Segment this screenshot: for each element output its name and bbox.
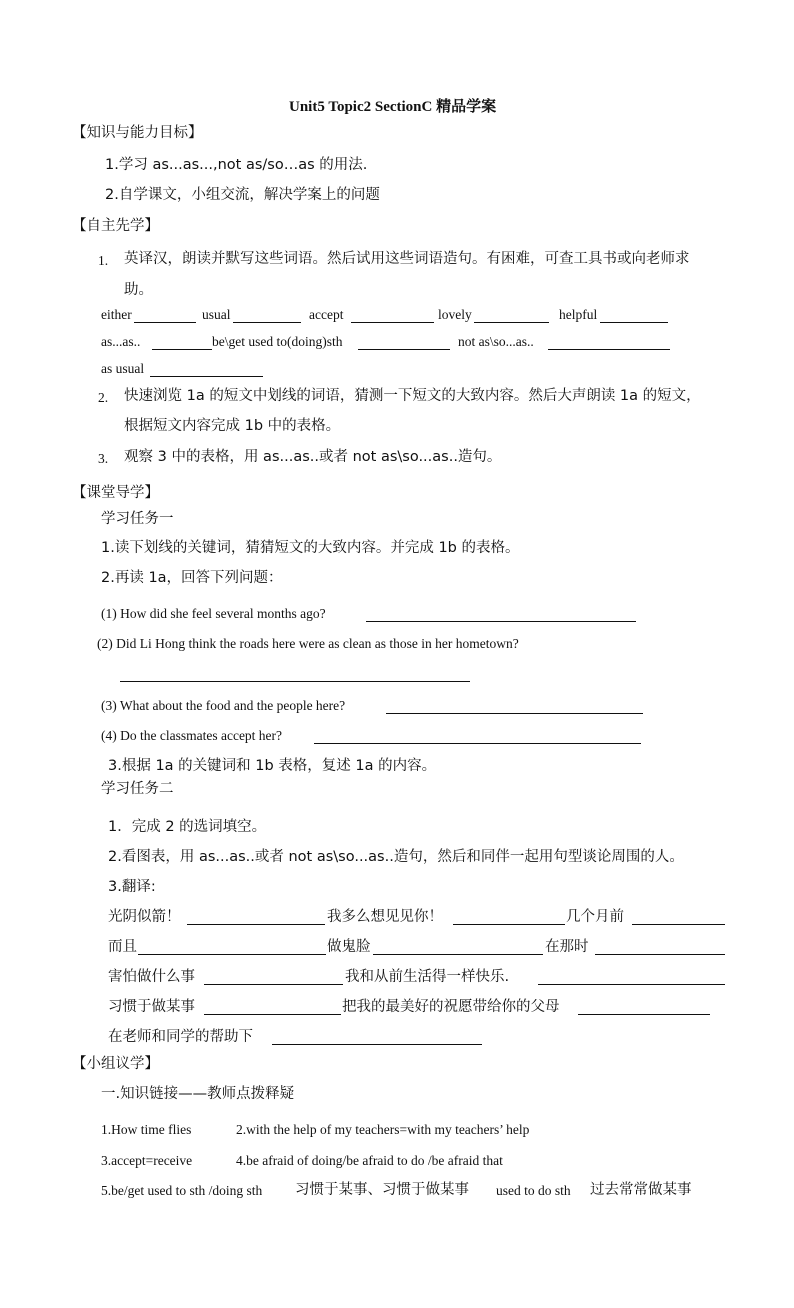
self-study-item-3: 观察 3 中的表格，用 as...as..或者 not as\so...as..造句。	[124, 449, 502, 465]
translate-blank-5[interactable]	[373, 954, 543, 955]
task-1-step-3: 3.根据 1a 的关键词和 1b 表格，复述 1a 的内容。	[108, 758, 437, 774]
knowledge-point-5-meaning: 习惯于某事、习惯于做某事	[295, 1182, 469, 1198]
translate-prompt-2: 我多么想见见你！	[327, 909, 443, 925]
translate-blank-10[interactable]	[578, 1014, 710, 1015]
question-4: (4) Do the classmates accept her?	[101, 728, 283, 743]
translate-blank-4[interactable]	[138, 954, 326, 955]
blank-lovely[interactable]	[474, 322, 549, 323]
blank-either[interactable]	[134, 322, 196, 323]
answer-blank-1[interactable]	[366, 621, 636, 622]
objective-1: 1.学习 as...as...,not as/so…as 的用法.	[105, 157, 368, 173]
vocab-be-get-used-to: be\get used to(doing)sth	[212, 334, 343, 349]
blank-not-as-so-as[interactable]	[548, 349, 670, 350]
item-number-3: 3.	[98, 451, 109, 466]
section-heading-self-study: 【自主先学】	[72, 218, 159, 234]
vocab-helpful: helpful	[559, 307, 598, 322]
task-1-heading: 学习任务一	[101, 511, 174, 527]
knowledge-point-5-used-to-meaning: 过去常常做某事	[590, 1182, 692, 1198]
blank-usual[interactable]	[233, 322, 301, 323]
translate-prompt-11: 在老师和同学的帮助下	[108, 1029, 253, 1045]
self-study-item-1: 英译汉，朗读并默写这些词语。然后试用这些词语造句。有困难，可查工具书或向老师求	[124, 251, 690, 267]
self-study-item-1-cont: 助。	[124, 282, 153, 298]
vocab-either: either	[101, 307, 132, 322]
translate-blank-11[interactable]	[272, 1044, 482, 1045]
translate-prompt-3: 几个月前	[566, 909, 624, 925]
section-heading-group-study: 【小组议学】	[72, 1056, 159, 1072]
translate-blank-6[interactable]	[595, 954, 725, 955]
knowledge-point-5-used-to: used to do sth	[496, 1183, 571, 1198]
task-2-step-1: 1．完成 2 的选词填空。	[108, 819, 267, 835]
translate-blank-3[interactable]	[632, 924, 725, 925]
objective-2: 2.自学课文，小组交流，解决学案上的问题	[105, 187, 380, 203]
vocab-not-as-so-as: not as\so...as..	[458, 334, 534, 349]
translate-blank-2[interactable]	[453, 924, 565, 925]
translate-blank-7[interactable]	[204, 984, 343, 985]
vocab-lovely: lovely	[438, 307, 472, 322]
vocab-as-as: as...as..	[101, 334, 141, 349]
vocab-as-usual: as usual	[101, 361, 145, 376]
question-3: (3) What about the food and the people here?	[101, 698, 346, 713]
page-title: Unit5 Topic2 SectionC 精品学案	[289, 99, 497, 115]
blank-as-as[interactable]	[152, 349, 212, 350]
translate-prompt-6: 在那时	[545, 939, 589, 955]
task-2-step-3: 3.翻译:	[108, 879, 156, 895]
knowledge-point-4: 4.be afraid of doing/be afraid to do /be afraid that	[236, 1153, 503, 1168]
answer-blank-3[interactable]	[386, 713, 643, 714]
task-2-heading: 学习任务二	[101, 781, 174, 797]
knowledge-link-heading: 一.知识链接——教师点拨释疑	[101, 1086, 295, 1102]
translate-blank-8[interactable]	[538, 984, 725, 985]
translate-prompt-8: 我和从前生活得一样快乐.	[345, 969, 510, 985]
translate-blank-9[interactable]	[204, 1014, 341, 1015]
question-2: (2) Did Li Hong think the roads here were as clean as those in her hometown?	[97, 636, 519, 651]
blank-accept[interactable]	[351, 322, 434, 323]
task-2-step-2: 2.看图表，用 as...as..或者 not as\so...as..造句，然后和同伴一起用句型谈论周围的人。	[108, 849, 684, 865]
answer-blank-2[interactable]	[120, 681, 470, 682]
blank-be-get-used-to[interactable]	[358, 349, 450, 350]
knowledge-point-5: 5.be/get used to sth /doing sth	[101, 1183, 263, 1198]
task-1-step-2: 2.再读 1a，回答下列问题：	[101, 570, 283, 586]
vocab-accept: accept	[309, 307, 344, 322]
translate-prompt-1: 光阴似箭！	[108, 909, 181, 925]
section-heading-class-guide: 【课堂导学】	[72, 485, 159, 501]
task-1-step-1: 1.读下划线的关键词，猜猜短文的大致内容。并完成 1b 的表格。	[101, 540, 520, 556]
section-heading-objectives: 【知识与能力目标】	[72, 125, 203, 141]
vocab-usual: usual	[202, 307, 231, 322]
translate-prompt-5: 做鬼脸	[327, 939, 371, 955]
knowledge-point-3: 3.accept=receive	[101, 1153, 193, 1168]
question-1: (1) How did she feel several months ago?	[101, 606, 326, 621]
translate-prompt-9: 习惯于做某事	[108, 999, 195, 1015]
translate-prompt-4: 而且	[108, 939, 137, 955]
blank-as-usual[interactable]	[150, 376, 263, 377]
self-study-item-2: 快速浏览 1a 的短文中划线的词语，猜测一下短文的大致内容。然后大声朗读 1a 的短文，	[124, 388, 701, 404]
knowledge-point-1: 1.How time flies	[101, 1122, 192, 1137]
translate-prompt-10: 把我的最美好的祝愿带给你的父母	[342, 999, 560, 1015]
translate-prompt-7: 害怕做什么事	[108, 969, 195, 985]
item-number-2: 2.	[98, 390, 109, 405]
knowledge-point-2: 2.with the help of my teachers=with my teachers’ help	[236, 1122, 530, 1137]
translate-blank-1[interactable]	[187, 924, 325, 925]
blank-helpful[interactable]	[600, 322, 668, 323]
item-number-1: 1.	[98, 253, 109, 268]
self-study-item-2-cont: 根据短文内容完成 1b 中的表格。	[124, 418, 341, 434]
answer-blank-4[interactable]	[314, 743, 641, 744]
